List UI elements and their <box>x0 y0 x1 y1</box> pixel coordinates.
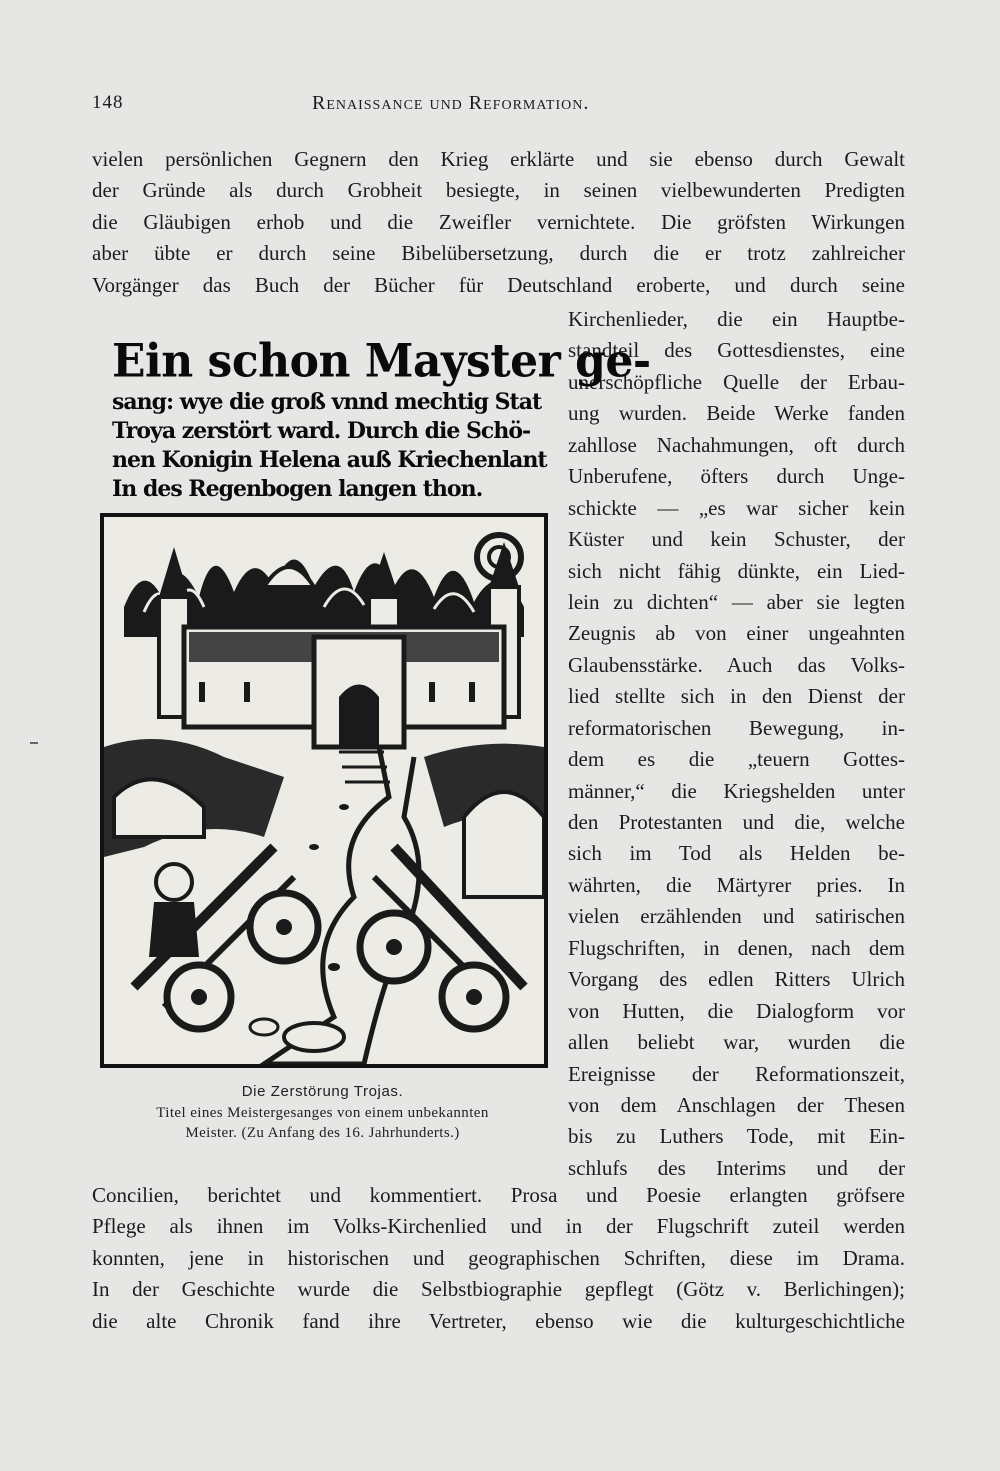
text-line: vielen erzählenden und satirischen <box>568 904 905 929</box>
text-line: standteil des Gottesdienstes, eine <box>568 338 905 363</box>
blackletter-line: sang: wye die groß vnnd mechtig Stat <box>112 389 542 415</box>
text-line: reformatorischen Bewegung, in- <box>568 715 905 740</box>
text-line: schickte — „es war sicher kein <box>568 495 905 520</box>
blackletter-line: nen Konigin Helena auß Kriechenlant <box>112 447 547 473</box>
body-text-top <box>92 144 905 301</box>
text-line: Pflege als ihnen im Volks-Kirchenlied und in der Flugschrift zuteil werden <box>92 1214 905 1239</box>
text-line: bis zu Luthers Tode, mit Ein- <box>568 1124 905 1149</box>
text-line: dem es die „teuern Gottes- <box>568 747 905 772</box>
text-line: vielen persönlichen Gegnern den Krieg erklärte und sie ebenso durch Gewalt <box>92 147 905 171</box>
woodcut-title-blackletter <box>112 334 651 504</box>
text-line: Vorgänger das Buch der Bücher für Deutschland eroberte, und durch seine <box>92 272 905 297</box>
blackletter-line: Troya zerstört ward. Durch die Schö- <box>112 418 531 444</box>
woodcut-illustration <box>100 513 548 1068</box>
text-line: allen beliebt war, wurden die <box>568 1030 905 1055</box>
figure-caption <box>100 1081 545 1143</box>
text-line: unerschöpfliche Quelle der Erbau- <box>568 369 905 394</box>
burning-troy-woodcut <box>104 517 544 1064</box>
caption-text: Meister. (Zu Anfang des 16. Jahrhunderts.) <box>185 1125 460 1141</box>
text-line: Glaubensstärke. Auch das Volks- <box>568 652 905 677</box>
caption-title: Die Zerstörung Trojas. <box>241 1083 404 1100</box>
running-title: Renaissance und Reformation. <box>312 92 590 114</box>
text-line: männer,“ die Kriegshelden unter <box>568 778 905 803</box>
text-line: sich nicht fähig dünkte, ein Lied- <box>568 558 905 583</box>
text-line: Flugschriften, in denen, nach dem <box>568 935 905 960</box>
page-header <box>92 92 902 122</box>
text-line: Küster und kein Schuster, der <box>568 527 905 552</box>
text-line: von Hutten, die Dialogform vor <box>568 998 905 1023</box>
text-line: lein zu dichten“ — aber sie legten <box>568 589 905 614</box>
text-line: lied stellte sich in den Dienst der <box>568 684 905 709</box>
text-line: währten, die Märtyrer pries. In <box>568 872 905 897</box>
body-text-bottom <box>92 1180 905 1337</box>
page-number: 148 <box>92 92 124 113</box>
text-line: konnten, jene in historischen und geographischen Schriften, diese im Drama. <box>92 1245 905 1270</box>
text-line: Unberufene, öfters durch Unge- <box>568 464 905 489</box>
margin-mark <box>30 742 38 744</box>
text-line: Vorgang des edlen Ritters Ulrich <box>568 967 905 992</box>
text-line: der Gründe als durch Grobheit besiegte, in seinen vielbewunderten Predigten <box>92 178 905 203</box>
text-line: Zeugnis ab von einer ungeahnten <box>568 621 905 646</box>
text-line: ung wurden. Beide Werke fanden <box>568 401 905 426</box>
text-line: Concilien, berichtet und kommentiert. Prosa und Poesie erlangten gröfsere <box>92 1183 905 1207</box>
text-line: sich im Tod als Helden be- <box>568 841 905 866</box>
text-line: die alte Chronik fand ihre Vertreter, ebenso wie die kulturgeschichtliche <box>92 1308 905 1333</box>
blackletter-line: Ein schon Mayster ge- <box>112 334 651 389</box>
text-line: die Gläubigen erhob und die Zweifler vernichtete. Die gröfsten Wirkungen <box>92 209 905 234</box>
text-line: Ereignisse der Reformationszeit, <box>568 1061 905 1086</box>
text-line: schlufs des Interims und der <box>568 1155 905 1180</box>
text-line: von dem Anschlagen der Thesen <box>568 1092 905 1117</box>
blackletter-line: In des Regenbogen langen thon. <box>112 476 483 502</box>
text-line: Kirchenlieder, die ein Hauptbe- <box>568 307 905 331</box>
text-line: aber übte er durch seine Bibelübersetzung, durch die er trotz zahlreicher <box>92 241 905 266</box>
caption-text: Titel eines Meistergesanges von einem unbekannten <box>156 1105 489 1121</box>
text-line: zahllose Nachahmungen, oft durch <box>568 432 905 457</box>
text-line: In der Geschichte wurde die Selbstbiographie gepflegt (Götz v. Berlichingen); <box>92 1277 905 1302</box>
body-text-column <box>568 304 905 1184</box>
text-line: den Protestanten und die, welche <box>568 810 905 834</box>
